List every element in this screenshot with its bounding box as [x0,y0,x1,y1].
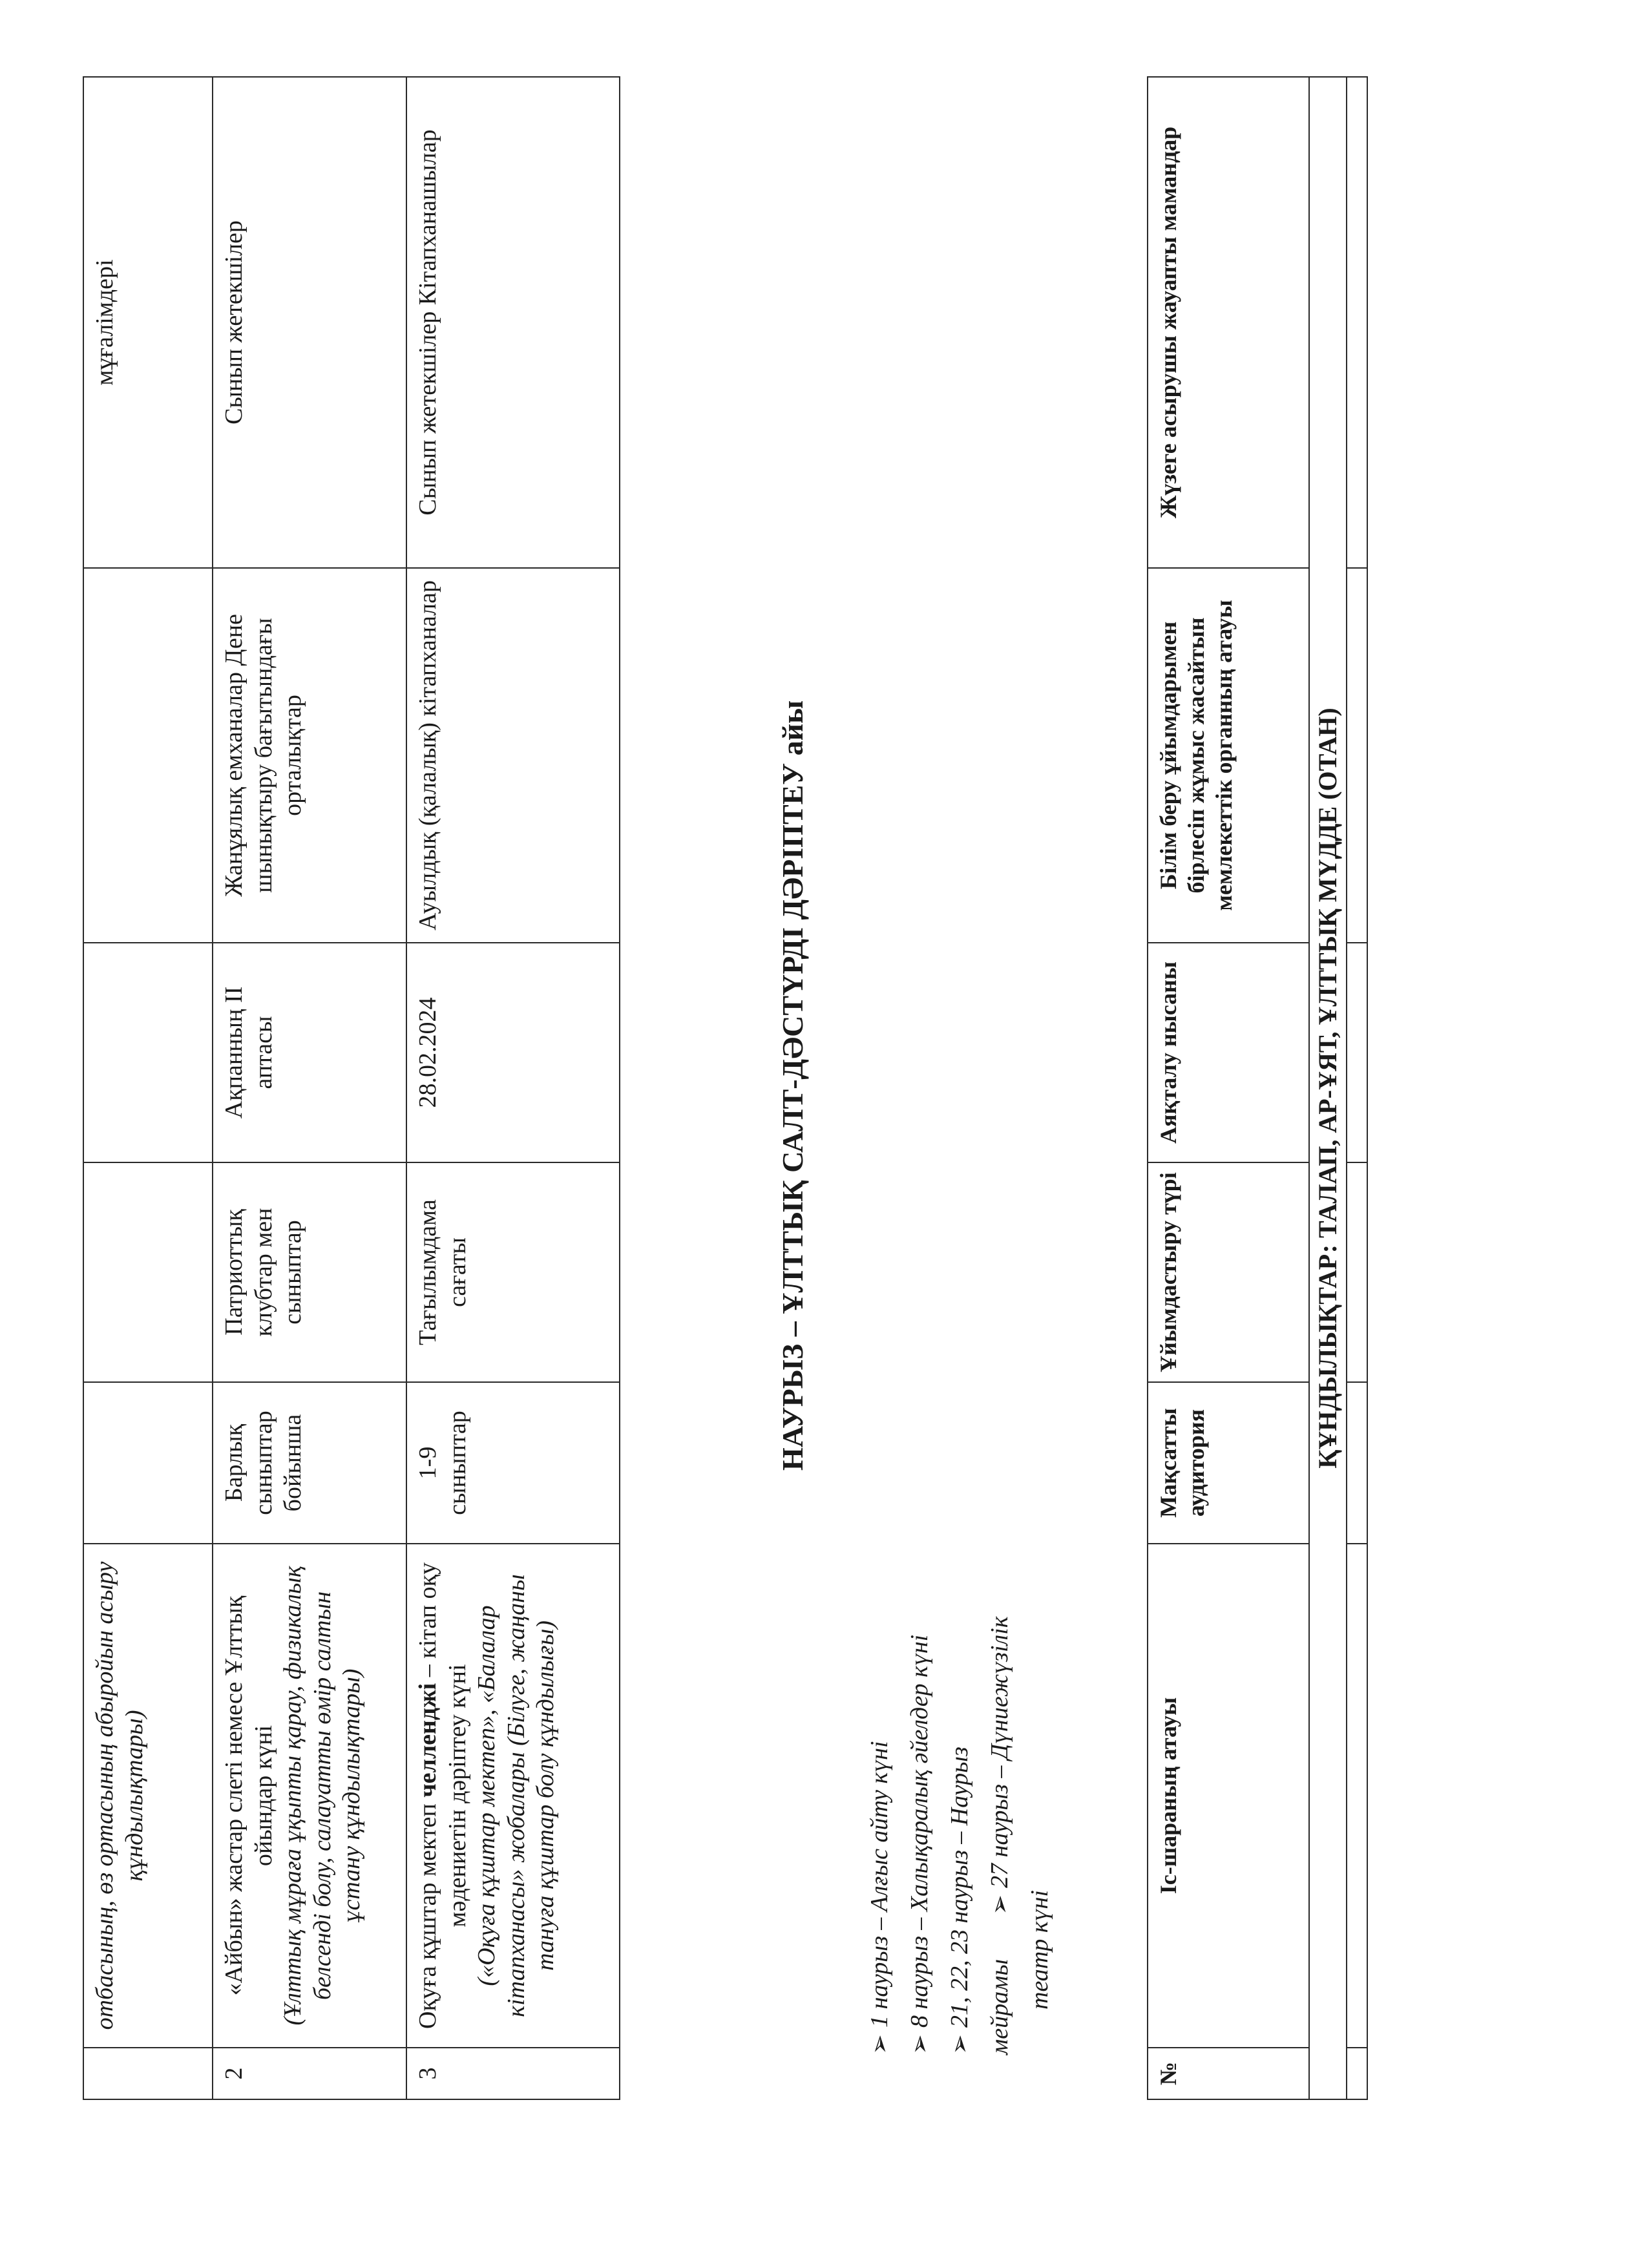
events-table-header [1147,76,1368,2100]
events-table-continued [83,76,620,2100]
responsible-cell: Сынып жетекшілер Кітапханашылар [406,77,620,568]
column-header-partner: Білім беру ұйымдарымен бірлесіп жұмыс жасайтын мемлекеттік органның атауы [1148,568,1309,943]
event-values-note: (Ұлттық мұраға ұқыпты қарау, физикалық белсенді болу, салауатты өмір салтын ұстану құндылықтары) [279,1566,366,2026]
date-cell: Ақпанның II аптасы [213,943,406,1162]
arrow-bullet-icon: ➢ [986,1895,1014,1915]
row-number: 3 [406,2048,620,2099]
audience-cell: 1-9 сыныптар [406,1382,620,1544]
event-cell: отбасының, өз ортасының абыройын асыру құндылықтары) [83,1544,213,2048]
column-header-number: № [1148,2048,1309,2099]
table-row [1347,77,1367,2099]
column-header-form: Ұйымдастыру түрі [1148,1162,1309,1382]
event-cell [406,1544,620,2048]
partner-cell: Жанұялық емханалар Дене шынықтыру бағытындағы орталықтар [213,568,406,943]
column-header-audience: Мақсатты аудитория [1148,1382,1309,1544]
partner-cell: Ауылдық (қалалық) кітапханалар [406,568,620,943]
arrow-bullet-icon: ➢ [866,2034,894,2055]
table-row [83,77,213,2099]
audience-cell: Барлық сыныптар бойынша [213,1382,406,1544]
arrow-bullet-icon: ➢ [946,2034,974,2055]
responsible-cell: Сынып жетекшілер [213,77,406,568]
responsible-cell: мұғалімдері [83,77,213,568]
column-header-responsible: Жүзеге асырушы жауапты мамандар [1148,77,1309,568]
event-title: «Айбын» жастар слеті немесе Ұлттық ойындар күні [220,1595,277,1996]
values-band: ҚҰНДЫЛЫҚТАР: ТАЛАП, АР-ҰЯТ, ҰЛТТЫҚ МҮДДЕ (ОТАН) [1309,77,1347,2099]
arrow-bullet-icon: ➢ [906,2034,934,2055]
event-cell [213,1544,406,2048]
list-item: мейрамы ➢ 27 наурыз – Дүниежүзілік [986,1616,1014,2055]
list-item: ➢ 8 наурыз – Халықаралық әйелдер күні [906,1634,934,2055]
column-header-event: Іс-шараның атауы [1148,1544,1309,2048]
list-item: ➢ 21, 22, 23 наурыз – Наурыз [946,1747,974,2055]
form-cell: Патриоттық клубтар мен сыныптар [213,1162,406,1382]
row-number [83,2048,213,2099]
observance-dates-list [859,1118,1060,2055]
column-header-finish: Аяқталу нысаны [1148,943,1309,1162]
form-cell: Тағылымдама сағаты [406,1162,620,1382]
date-cell: 28.02.2024 [406,943,620,1162]
month-title: НАУРЫЗ – ҰЛТТЫҚ САЛТ-ДӘСТҮРДІ ДӘРІПТЕУ айы [776,700,809,1471]
list-item: ➢ 1 наурыз – Алғыс айту күні [866,1741,894,2055]
event-title: Оқуға құштар мектеп челленджі – кітап оқу мәдениетін дәріптеу күні [414,1562,471,2029]
table-row [213,77,406,2099]
header-row [1148,77,1309,2099]
event-values-note: («Оқуға құштар мектеп», «Балалар кітапханасы» жобалары (Білуге, жаңаны тануға құштар болу құндылығы) [473,1574,560,2017]
table-row [406,77,620,2099]
list-item: театр күні [1026,1890,1053,2010]
row-number: 2 [213,2048,406,2099]
values-band-row [1309,77,1347,2099]
